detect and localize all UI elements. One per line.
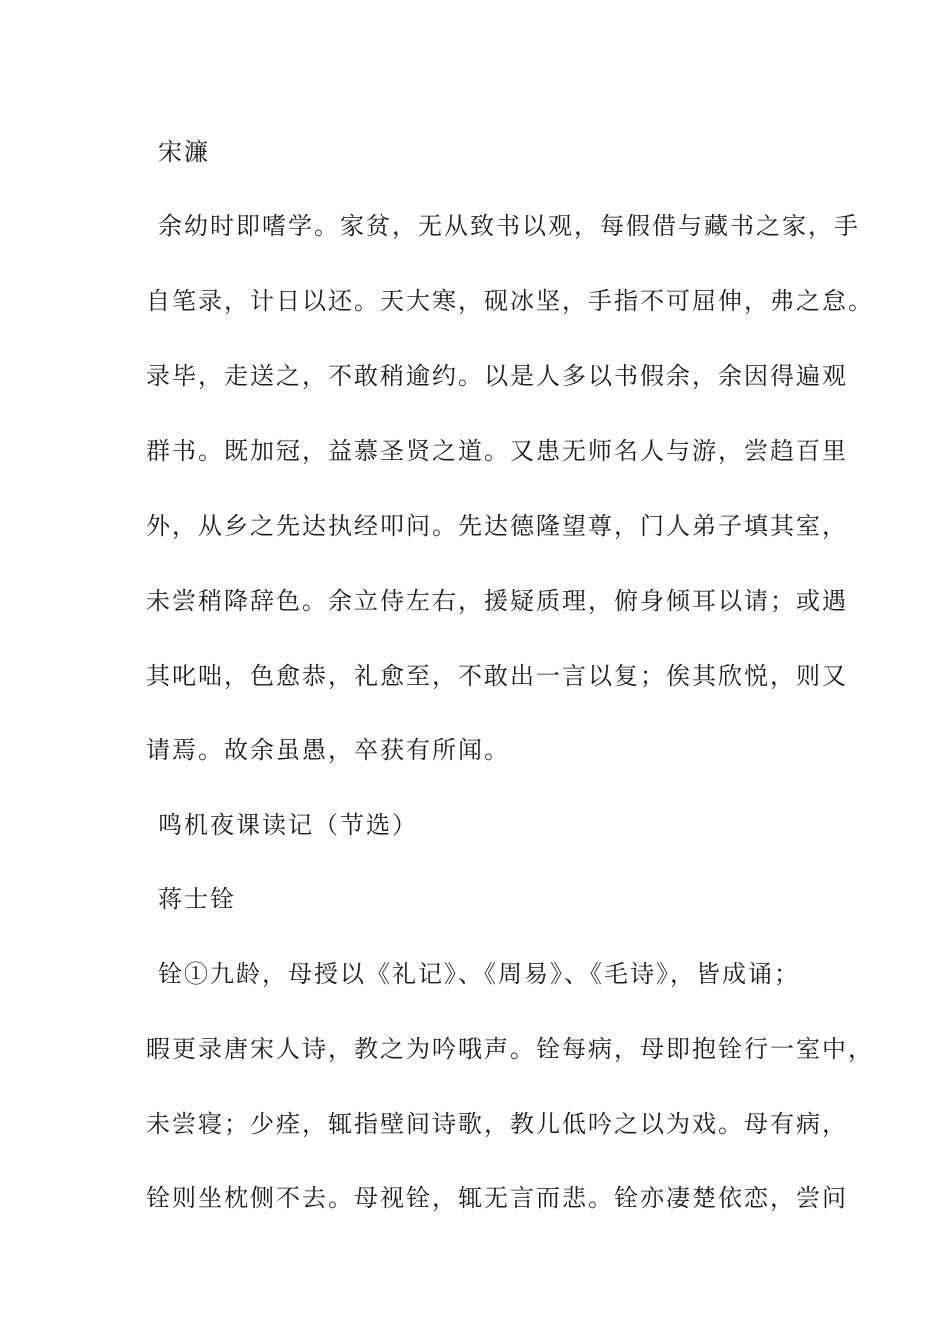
- author-line: 宋濂: [158, 138, 210, 166]
- text-line: 铨则坐枕侧不去。母视铨，辄无言而悲。铨亦凄楚依恋，尝问: [146, 1184, 848, 1212]
- text-line: 余幼时即嗜学。家贫，无从致书以观，每假借与藏书之家，手: [158, 212, 860, 240]
- text-line: 未尝稍降辞色。余立侍左右，援疑质理，俯身倾耳以请；或遇: [146, 587, 848, 615]
- section-title: 鸣机夜课读记（节选）: [158, 811, 418, 839]
- text-line: 录毕，走送之，不敢稍逾约。以是人多以书假余，余因得遍观: [146, 362, 848, 390]
- text-line: 暇更录唐宋人诗，教之为吟哦声。铨每病，母即抱铨行一室中，: [146, 1035, 874, 1063]
- text-line: 外，从乡之先达执经叩问。先达德隆望尊，门人弟子填其室，: [146, 512, 848, 540]
- text-line: 自笔录，计日以还。天大寒，砚冰坚，手指不可屈伸，弗之怠。: [146, 287, 874, 315]
- text-line: 请焉。故余虽愚，卒获有所闻。: [146, 736, 510, 764]
- text-line: 其叱咄，色愈恭，礼愈至，不敢出一言以复；俟其欣悦，则又: [146, 662, 848, 690]
- text-line: 未尝寝；少痊，辄指壁间诗歌，教儿低吟之以为戏。母有病，: [146, 1110, 848, 1138]
- text-line: 群书。既加冠，益慕圣贤之道。又患无师名人与游，尝趋百里: [146, 437, 848, 465]
- author-line: 蒋士铨: [158, 885, 236, 913]
- text-line: 铨①九龄，母授以《礼记》、《周易》、《毛诗》，皆成诵；: [158, 960, 800, 988]
